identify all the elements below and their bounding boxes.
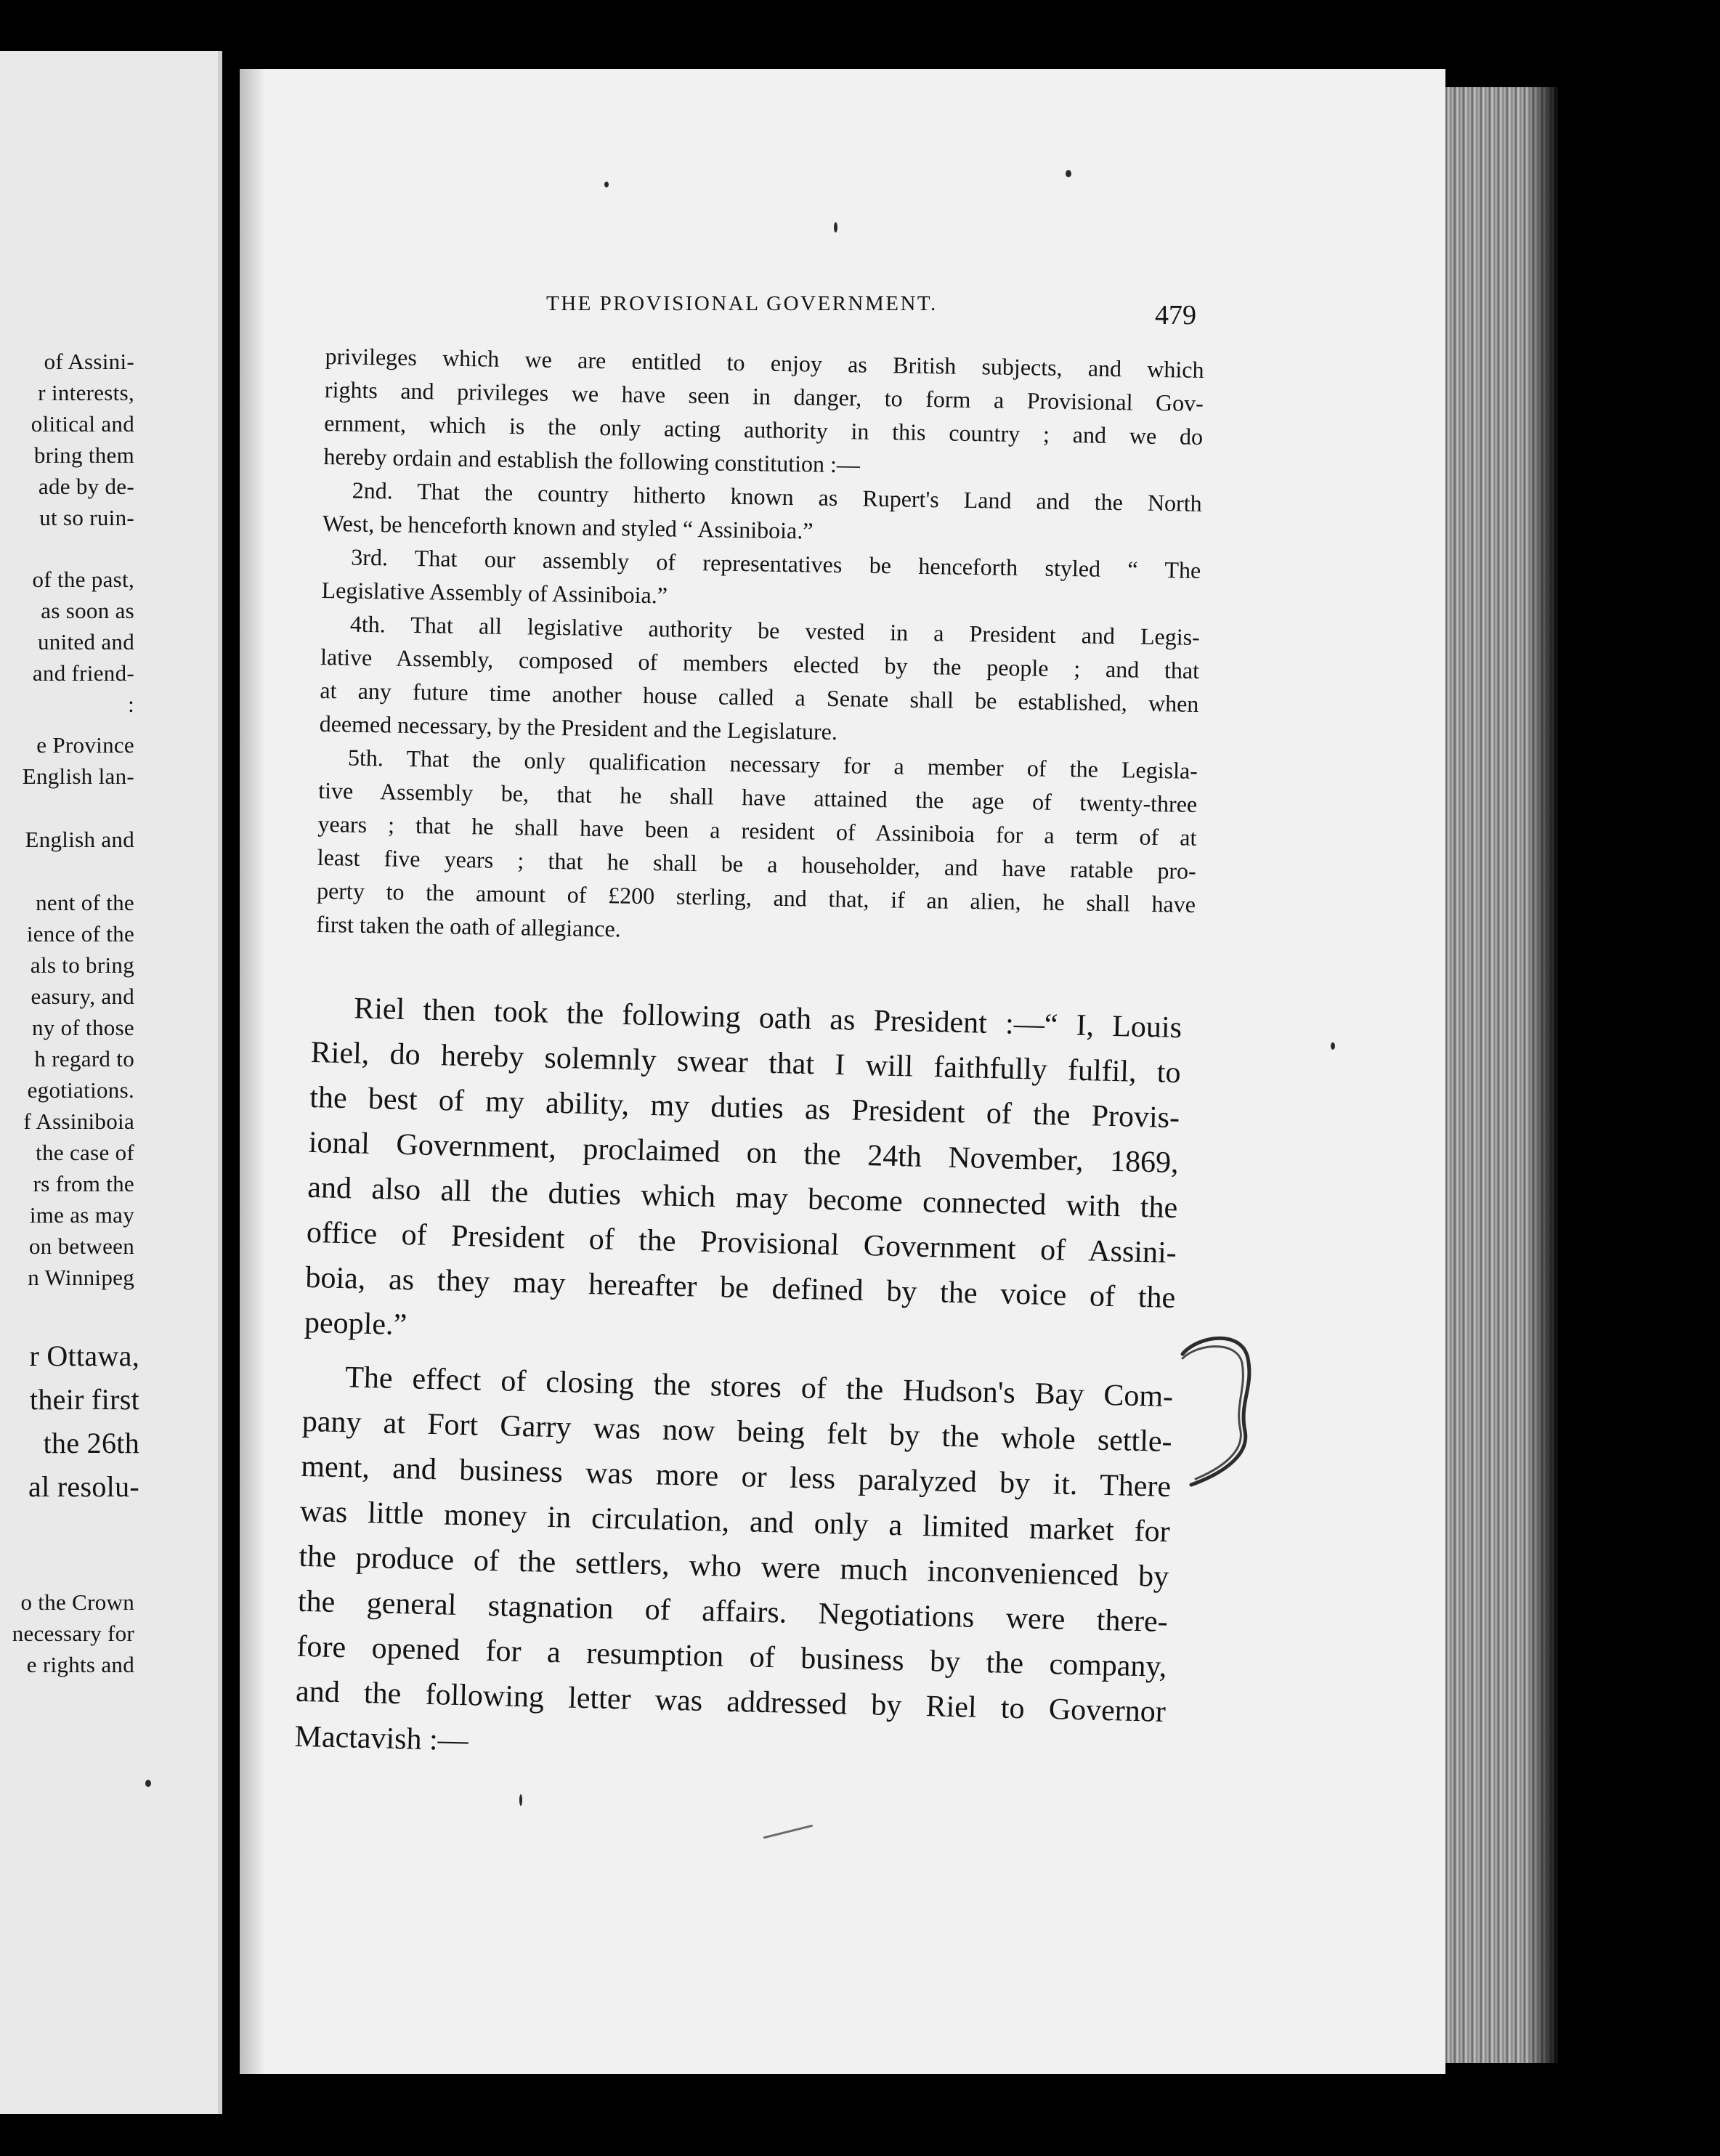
left-page-line: o the Crown — [20, 1589, 134, 1615]
left-page-line: easury, and — [31, 984, 134, 1009]
text-line: least five years ; that he shall be a householder, and have ratable pro- — [317, 843, 1196, 884]
left-page-line: necessary for — [12, 1621, 134, 1646]
left-page-line: r Ottawa, — [29, 1340, 139, 1372]
left-page-line: ade by de- — [38, 474, 134, 499]
text-line: 3rd. That our assembly of representatives be henceforth styled “ The — [351, 543, 1201, 583]
text-line: 5th. That the only qualification necessary for a member of the Legisla- — [347, 744, 1198, 784]
text-line: the best of my ability, my duties as President of the Provis- — [309, 1080, 1180, 1135]
text-line: and also all the duties which may become connected with the — [307, 1170, 1178, 1225]
text-line: Mactavish :— — [294, 1719, 469, 1758]
text-line: the general stagnation of affairs. Negotiations were there- — [297, 1584, 1169, 1639]
scan-speck — [1066, 170, 1071, 177]
page-number: 479 — [1155, 300, 1196, 331]
scan-speck — [834, 222, 837, 232]
left-page-line: their first — [29, 1383, 139, 1416]
text-line: first taken the oath of allegiance. — [316, 910, 622, 942]
text-line: office of President of the Provisional Government of Assini- — [306, 1215, 1177, 1270]
text-line: The effect of closing the stores of the Hudson's Bay Com- — [344, 1361, 1174, 1414]
left-page-line: of Assini- — [44, 349, 134, 374]
text-line: ment, and business was more or less paralyzed by it. There — [300, 1449, 1172, 1504]
text-line: years ; that he shall have been a resident of Assiniboia for a term of at — [317, 810, 1197, 851]
text-line: the produce of the settlers, who were much inconvenienced by — [298, 1539, 1169, 1594]
left-page-line: on between — [28, 1233, 134, 1259]
left-page-line: English and — [25, 827, 134, 852]
left-page-line: ience of the — [26, 921, 134, 947]
page-edges-shadow — [1525, 87, 1558, 2063]
left-page-line: of the past, — [32, 567, 134, 592]
left-page-line: al resolu- — [28, 1470, 139, 1503]
text-line: hereby ordain and establish the following constitution :— — [323, 442, 861, 478]
left-page-line: bring them — [33, 442, 134, 468]
left-page-line: n Winnipeg — [28, 1265, 134, 1290]
text-line: privileges which we are entitled to enjoy as British subjects, and which — [325, 342, 1204, 384]
left-page-line: English lan- — [22, 763, 134, 789]
text-line: West, be henceforth known and styled “ Assiniboia.” — [322, 509, 814, 544]
text-line: perty to the amount of £200 sterling, and that, if an alien, he shall have — [316, 877, 1196, 917]
left-facing-page — [0, 51, 222, 2114]
text-line: deemed necessary, by the President and the Legislature. — [319, 710, 838, 745]
text-line: Riel, do hereby solemnly swear that I will faithfully fulfil, to — [310, 1035, 1182, 1090]
scan-speck — [145, 1780, 151, 1787]
left-page-line: the case of — [36, 1140, 134, 1165]
text-line: boia, as they may hereafter be defined by the voice of the — [305, 1260, 1176, 1316]
text-line: people.” — [304, 1305, 407, 1342]
left-page-line: rs from the — [33, 1171, 134, 1196]
left-page-line: ny of those — [31, 1015, 134, 1040]
left-page-line: egotiations. — [27, 1077, 134, 1103]
text-line: pany at Fort Garry was now being felt by the whole settle- — [301, 1404, 1173, 1459]
left-page-line: olitical and — [31, 411, 134, 437]
text-line: fore opened for a resumption of business by the company, — [296, 1629, 1167, 1684]
text-line: ernment, which is the only acting authority in this country ; and we do — [323, 409, 1204, 450]
text-line: 2nd. That the country hitherto known as Rupert's Land and the North — [352, 477, 1202, 516]
gutter-shadow — [240, 69, 265, 2074]
text-line: 4th. That all legislative authority be vested in a President and Legis- — [349, 610, 1201, 650]
left-page-line: and friend- — [32, 660, 134, 686]
text-line: tive Assembly be, that he shall have attained the age of twenty-three — [318, 777, 1198, 817]
text-line: Riel then took the following oath as President :—“ I, Louis — [353, 992, 1182, 1045]
left-page-line: ut so ruin- — [39, 505, 134, 530]
left-page-line: the 26th — [43, 1427, 139, 1459]
text-line: and the following letter was addressed by Riel to Governor — [295, 1674, 1167, 1729]
left-page-line: as soon as — [41, 598, 134, 623]
left-page-line: e rights and — [26, 1652, 134, 1677]
left-page-line: r interests, — [38, 380, 134, 405]
left-page-line: nent of the — [36, 890, 134, 915]
running-head: THE PROVISIONAL GOVERNMENT. — [546, 292, 938, 315]
left-page-line: e Province — [36, 732, 134, 758]
scan-speck — [519, 1794, 522, 1806]
handwritten-bracket-mark — [1169, 1329, 1257, 1504]
left-page-line: united and — [38, 629, 134, 654]
left-page-line: als to bring — [30, 952, 134, 978]
scan-speck — [1331, 1042, 1335, 1050]
left-page-line: h regard to — [34, 1046, 134, 1071]
text-line: at any future time another house called a Senate shall be established, when — [320, 676, 1199, 717]
text-line: rights and privileges we have seen in danger, to form a Provisional Gov- — [324, 376, 1204, 416]
left-page-line: f Assiniboia — [23, 1109, 134, 1134]
text-line: Legislative Assembly of Assiniboia.” — [321, 576, 668, 609]
left-page-line: ime as may — [29, 1202, 134, 1228]
text-line: lative Assembly, composed of members elected by the people ; and that — [320, 643, 1200, 684]
text-line: was little money in circulation, and only a limited market for — [299, 1494, 1171, 1549]
text-line: ional Government, proclaimed on the 24th November, 1869, — [308, 1125, 1180, 1180]
scan-speck — [604, 182, 609, 187]
left-page-line: : — [128, 692, 134, 717]
